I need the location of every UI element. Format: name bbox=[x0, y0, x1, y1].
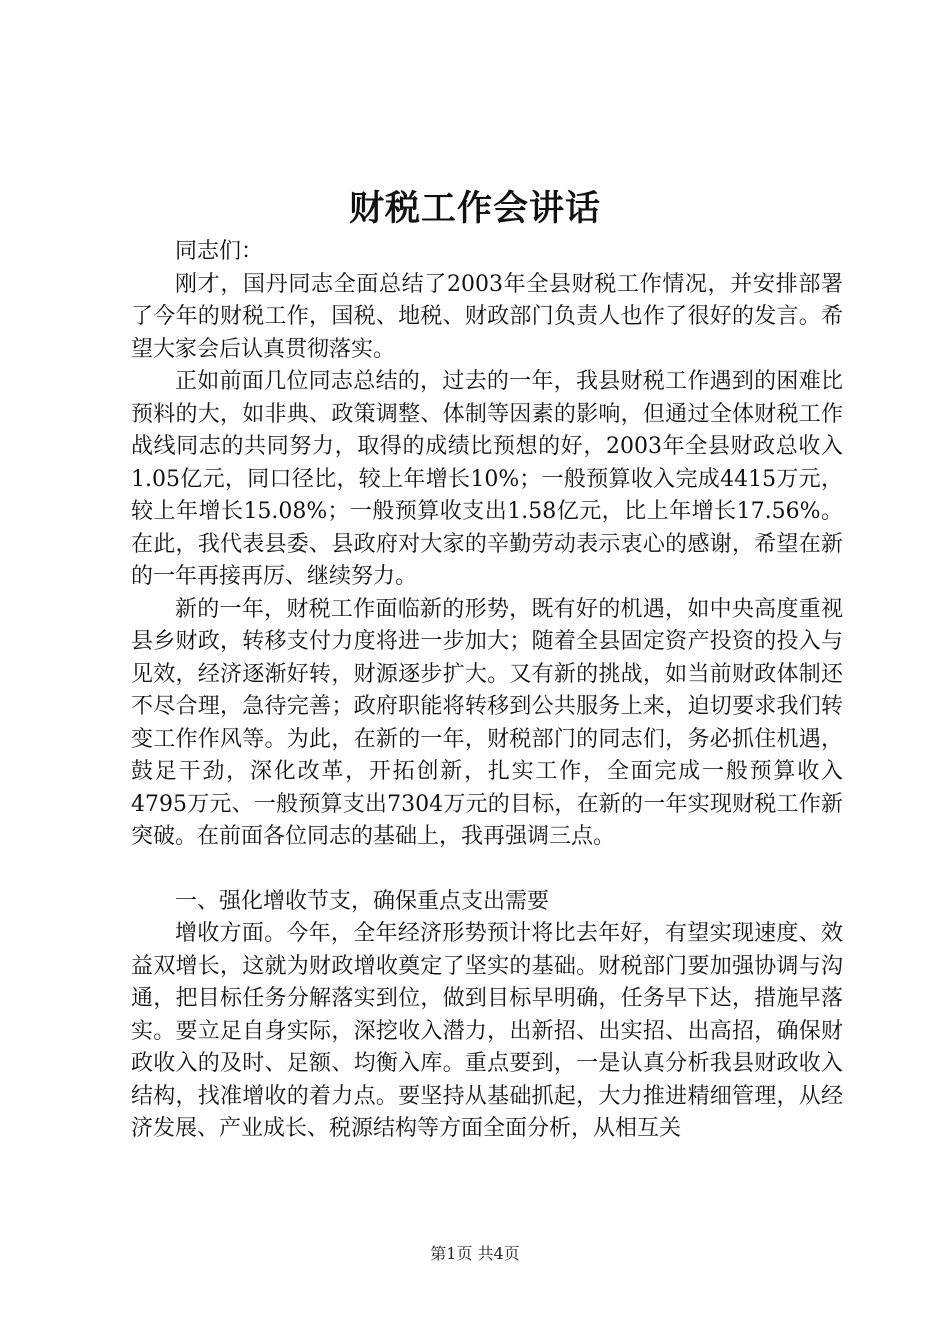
page-footer: 第1页 共4页 bbox=[430, 1244, 520, 1263]
document-body bbox=[131, 236, 843, 1146]
body-paragraph: 新的一年，财税工作面临新的形势，既有好的机遇，如中央高度重视县乡财政，转移支付力度将进一步加大；随着全县固定资产投资的投入与见效，经济逐渐好转，财源逐步扩大。又有新的挑战，如当前财政体制还不尽合理，急待完善；政府职能将转移到公共服务上来，迫切要求我们转变工作作风等。为此，在新的一年，财税部门的同志们，务必抓住机遇，鼓足干劲，深化改革，开拓创新，扎实工作，全面完成一般预算收入4795万元、一般预算支出7304万元的目标，在新的一年实现财税工作新突破。在前面各位同志的基础上，我再强调三点。 bbox=[131, 596, 843, 849]
body-paragraph: 刚才，国丹同志全面总结了2003年全县财税工作情况，并安排部署了今年的财税工作，国税、地税、财政部门负责人也作了很好的发言。希望大家会后认真贯彻落实。 bbox=[131, 271, 843, 362]
section-heading: 一、强化增收节支，确保重点支出需要 bbox=[175, 888, 550, 914]
body-paragraph: 正如前面几位同志总结的，过去的一年，我县财税工作遇到的困难比预料的大，如非典、政策调整、体制等因素的影响，但通过全体财税工作战线同志的共同努力，取得的成绩比预想的好，2003年全县财政总收入1.05亿元，同口径比，较上年增长10%；一般预算收入完成4415万元，较上年增长15.08%；一般预算收支出1.58亿元，比上年增长17.56%。在此，我代表县委、县政府对大家的辛勤劳动表示衷心的感谢，希望在新的一年再接再厉、继续努力。 bbox=[131, 369, 843, 589]
body-paragraph: 增收方面。今年，全年经济形势预计将比去年好，有望实现速度、效益双增长，这就为财政增收奠定了坚实的基础。财税部门要加强协调与沟通，把目标任务分解落实到位，做到目标早明确，任务早下达，措施早落实。要立足自身实际，深挖收入潜力，出新招、出实招、出高招，确保财政收入的及时、足额、均衡入库。重点要到，一是认真分析我县财政收入结构，找准增收的着力点。要坚持从基础抓起，大力推进精细管理，从经济发展、产业成长、税源结构等方面全面分析，从相互关 bbox=[131, 921, 843, 1141]
salutation-paragraph: 同志们： bbox=[175, 239, 264, 264]
document-title: 财税工作会讲话 bbox=[348, 188, 601, 229]
